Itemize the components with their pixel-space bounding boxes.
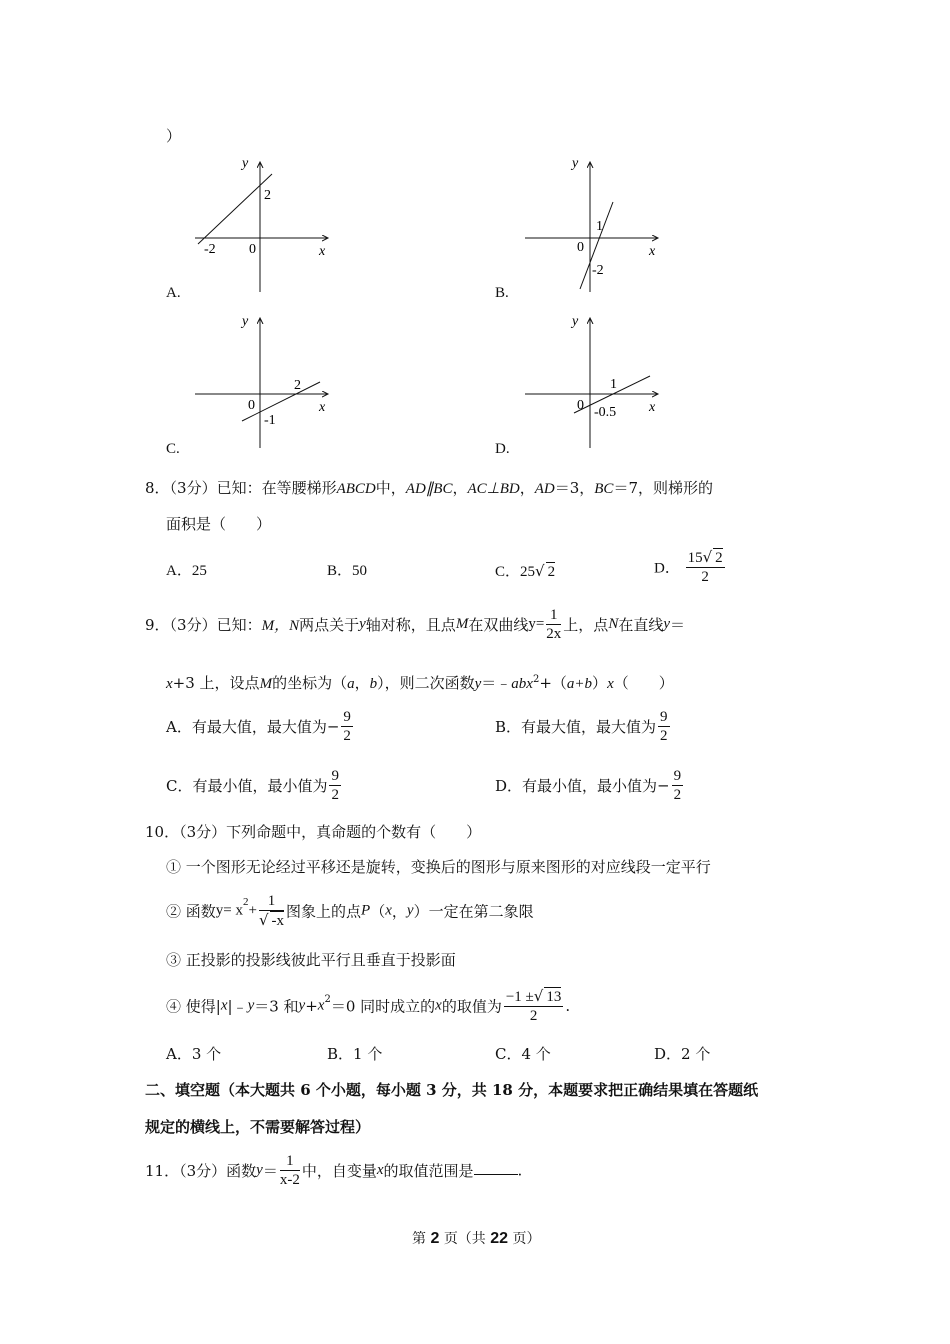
origin-label: 0 [577, 398, 584, 413]
y-label: y [242, 156, 249, 171]
q9-option-c: C．有最小值，最小值为 $\frac{9}{2}$ [166, 768, 339, 803]
x-label: x [649, 244, 656, 259]
option-c-label: C. [166, 441, 180, 457]
intercept-x: -2 [592, 263, 604, 278]
question-9-stem: 9．（3分）已知：M，N两点关于y轴对称，且点M在双曲线y= $\frac{1}{2x}$ 上，点N在直线y＝ [145, 607, 686, 642]
q8-option-b: B．50 [327, 563, 368, 579]
q10-option-a: A．3 个 [166, 1045, 222, 1063]
origin-label: 0 [577, 240, 584, 255]
graph-option-d [510, 308, 670, 453]
question-9-stem-cont: x+3 上，设点M的坐标为（a，b），则二次函数y＝﹣abx$^2$+（a+b）x（ ） [166, 674, 674, 692]
continued-paren: ） [166, 127, 182, 145]
q8-option-c: C．25√ 2 [495, 562, 556, 580]
q9-option-a: A．有最大值，最大值为− $\frac{9}{2}$ [166, 709, 351, 744]
intercept-y: 1 [596, 219, 603, 234]
q9-option-d: D．有最小值，最小值为− $\frac{9}{2}$ [495, 768, 682, 803]
q10-statement-3: ③ 正投影的投影线彼此平行且垂直于投影面 [166, 951, 456, 969]
intercept-y: -0.5 [594, 405, 617, 420]
option-b-label: B. [495, 285, 509, 301]
origin-label: 0 [248, 398, 255, 413]
graph-option-b [510, 152, 670, 297]
question-11-stem: 11．（3分）函数y＝ $\frac{1}{x-2}$ 中，自变量x的取值范围是 . [145, 1153, 523, 1188]
graph-option-c [180, 308, 340, 453]
q8-option-a: A．25 [166, 563, 207, 579]
q10-statement-1: ① 一个图形无论经过平移还是旋转，变换后的图形与原来图形的对应线段一定平行 [166, 858, 711, 876]
x-label: x [319, 400, 326, 415]
y-label: y [572, 314, 579, 329]
intercept-x: -2 [204, 242, 216, 257]
q10-option-b: B．1 个 [327, 1045, 383, 1063]
q8-option-d: D． $\frac{15√ 2}{2}$ [654, 548, 723, 585]
y-label: y [242, 314, 249, 329]
origin-label: 0 [249, 242, 256, 257]
q9-option-b: B．有最大值，最大值为 $\frac{9}{2}$ [495, 709, 668, 744]
answer-blank[interactable] [474, 1160, 518, 1175]
q10-statement-2: ② 函数$y= x^2+$ $\frac{1}{√ -x}$ 图象上的点P（x，y）一定在第二象限 [166, 893, 534, 929]
question-10-stem: 10．（3分）下列命题中，真命题的个数有（ ） [145, 823, 482, 841]
question-8-stem-cont: 面积是（ ） [166, 515, 272, 533]
x-label: x [319, 244, 326, 259]
option-d-label: D. [495, 441, 510, 457]
page-footer: 第 2 页（共 22 页） [412, 1230, 541, 1247]
q10-option-d: D．2 个 [654, 1045, 711, 1063]
option-a-label: A. [166, 285, 181, 301]
section-2-heading: 二、填空题（本大题共 6 个小题，每小题 3 分，共 18 分，本题要求把正确结果填在答题纸 [145, 1081, 759, 1099]
graph-line [198, 174, 272, 244]
x-label: x [649, 400, 656, 415]
y-label: y [572, 156, 579, 171]
q10-option-c: C．4 个 [495, 1045, 551, 1063]
intercept-x: 1 [610, 377, 617, 392]
intercept-x: 2 [294, 378, 301, 393]
graph-option-a [180, 152, 340, 297]
intercept-y: 2 [264, 188, 271, 203]
section-2-heading-cont: 规定的横线上，不需要解答过程） [145, 1118, 371, 1136]
question-8-stem: 8．（3分）已知：在等腰梯形ABCD中，AD∥BC，AC⊥BD，AD＝3，BC＝7，则梯形的 [145, 479, 713, 497]
q10-statement-4: ④ 使得|x|﹣y＝3 和$y+x^2=0$ 同时成立的x的取值为 $\frac{-1 \pm√ 13}{2}$ . [166, 987, 571, 1024]
intercept-y: -1 [264, 413, 276, 428]
